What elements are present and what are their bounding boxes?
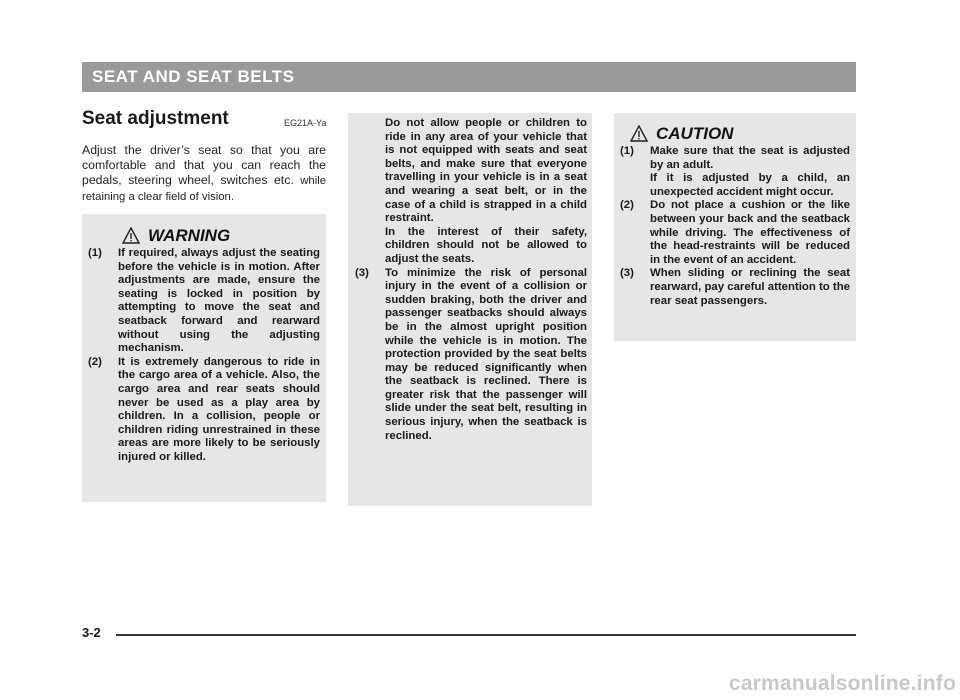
caution-header: [630, 125, 733, 142]
item-number: (3): [620, 267, 634, 280]
item-text-part: Make sure that the seat is adjusted by an adult.: [650, 145, 850, 171]
list-item: [620, 267, 850, 308]
caution-label: CAUTION: [656, 124, 734, 143]
footer-rule: [116, 634, 856, 636]
list-item: [620, 199, 850, 267]
item-text: It is extremely dangerous to ride in the cargo area of a vehicle. Also, the cargo area and rear seats should never be used as a play area by children. In a collision, people or children riding unrestrained in these areas are more likely to be seriously injured or killed.: [118, 355, 320, 463]
section-code: EG21A-Ya: [284, 118, 327, 128]
section-banner: [82, 62, 856, 92]
section-banner-title: SEAT AND SEAT BELTS: [92, 67, 295, 86]
intro-paragraph: [82, 143, 326, 205]
intro-text: Adjust the driver’s seat so that you are comfortable and that you can reach the pedals, steering wheel, switches etc.: [82, 143, 326, 187]
page-title: Seat adjustment: [82, 108, 229, 129]
warning-list: [88, 247, 320, 465]
warning-continuation-list: [355, 117, 587, 443]
item-number: (1): [88, 247, 102, 259]
item-text: Do not allow people or children to ride in any area of your vehicle that is not equipped with seats and seat belts, and make sure that everyone travelling in your vehicle is in a seat and wearing a seat belt, or in the case of a child is strapped in a child restraint.: [385, 117, 587, 225]
watermark: carmanualsonline.info: [728, 672, 956, 695]
item-text: When sliding or reclining the seat rearward, pay careful attention to the rear seat passengers.: [650, 267, 851, 307]
item-text: To minimize the risk of personal injury in the event of a collision or sudden braking, both the driver and passenger seatbacks should always be in the almost upright position while the vehicle is in motion. The protection provided by the seat belts may be reduced significantly when the seatback is reclined. There is greater risk that the passenger will slide under the seat belt, resulting in serious injury, when the seatback is reclined.: [385, 266, 587, 442]
item-number: (2): [620, 199, 634, 212]
item-text: [650, 145, 850, 199]
list-item: [620, 145, 850, 199]
caution-list: [620, 145, 850, 308]
item-number: (2): [88, 355, 102, 368]
list-item: [88, 247, 320, 356]
item-text: If required, always adjust the seating before the vehicle is in motion. After adjustments are made, ensure the seating is locked in position by attempting to move the seat and seatback forward and rearward without using the adjusting mechanism.: [118, 247, 320, 355]
item-text-part: If it is adjusted by a child, an unexpected accident might occur.: [650, 172, 850, 198]
warning-triangle-icon: [122, 227, 140, 244]
list-item: [355, 117, 587, 226]
warning-header: [122, 227, 230, 244]
warning-label: WARNING: [148, 226, 231, 245]
intro-text-small: while retaining a clear field of vision.: [82, 175, 326, 203]
list-item: [355, 226, 587, 267]
list-item: [355, 267, 587, 444]
item-text: Do not place a cushion or the like between your back and the seatback while driving. The effectiveness of the head-restraints will be reduced in the event of an accident.: [650, 199, 850, 266]
item-number: (1): [620, 145, 634, 157]
item-number: (3): [355, 266, 369, 279]
list-item: [88, 356, 320, 465]
warning-triangle-icon: [630, 125, 648, 142]
item-text: In the interest of their safety, children should not be allowed to adjust the seats.: [385, 225, 587, 265]
page-number: 3-2: [82, 625, 101, 640]
